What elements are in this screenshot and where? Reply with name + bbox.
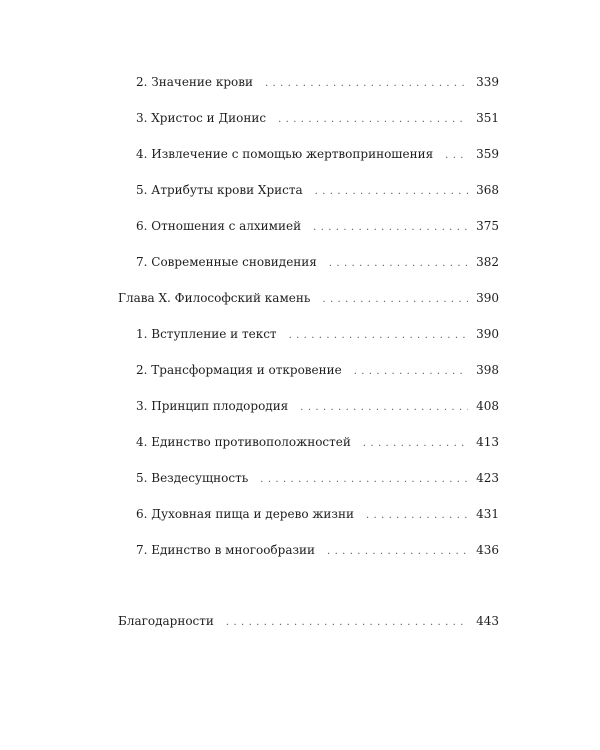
toc-entry-title: Глава X. Философский камень (118, 291, 311, 305)
toc-entry-page: 408 (476, 399, 499, 413)
toc-entry[interactable] (136, 540, 499, 560)
toc-entry[interactable] (136, 180, 499, 200)
dot-leader (278, 110, 468, 130)
toc-entry[interactable] (136, 504, 499, 524)
toc-entry[interactable] (136, 432, 499, 452)
toc-entry-title: 2. Трансформация и откровение (136, 363, 342, 377)
toc-entry-title: 3. Христос и Дионис (136, 111, 267, 125)
dot-leader (366, 506, 468, 526)
dot-leader (327, 542, 468, 562)
toc-entry[interactable] (136, 216, 499, 236)
dot-leader (265, 74, 468, 94)
toc-chapter-entry[interactable] (118, 288, 499, 308)
toc-entry-page: 339 (476, 75, 499, 89)
dot-leader (289, 326, 469, 346)
dot-leader (363, 434, 468, 454)
toc-entry-page: 413 (476, 435, 499, 449)
toc-entry-page: 443 (476, 614, 499, 628)
toc-entry[interactable] (136, 324, 499, 344)
toc-entry[interactable] (136, 468, 499, 488)
toc-entry-title: 2. Значение крови (136, 75, 253, 89)
toc-entry[interactable] (136, 360, 499, 380)
dot-leader (445, 146, 468, 166)
dot-leader (300, 398, 468, 418)
toc-entry-page: 351 (476, 111, 499, 125)
dot-leader (329, 254, 468, 274)
toc-entry-page: 375 (476, 219, 499, 233)
toc-entry-page: 423 (476, 471, 499, 485)
toc-entry[interactable] (136, 396, 499, 416)
toc-entry-page: 390 (476, 327, 499, 341)
toc-entry-page: 436 (476, 543, 499, 557)
dot-leader (354, 362, 468, 382)
dot-leader (226, 613, 468, 633)
toc-entry-page: 431 (476, 507, 499, 521)
toc-entry-title: Благодарности (118, 614, 214, 628)
toc-entry-title: 4. Извлечение с помощью жертвоприношения (136, 147, 434, 161)
toc-entry-page: 368 (476, 183, 499, 197)
toc-entry[interactable] (136, 72, 499, 92)
toc-entry-title: 5. Атрибуты крови Христа (136, 183, 303, 197)
toc-entry-page: 382 (476, 255, 499, 269)
toc-entry-title: 6. Отношения с алхимией (136, 219, 302, 233)
toc-entry-title: 4. Единство противоположностей (136, 435, 351, 449)
toc-entry-page: 398 (476, 363, 499, 377)
toc-entry-title: 7. Современные сновидения (136, 255, 317, 269)
toc-entry-title: 1. Вступление и текст (136, 327, 277, 341)
toc-entry-title: 5. Вездесущность (136, 471, 249, 485)
dot-leader (313, 218, 468, 238)
toc-entry-title: 6. Духовная пища и дерево жизни (136, 507, 354, 521)
toc-entry-page: 390 (476, 291, 499, 305)
toc-entry-title: 3. Принцип плодородия (136, 399, 289, 413)
toc-entry[interactable] (136, 252, 499, 272)
toc-entry[interactable] (136, 108, 499, 128)
dot-leader (260, 470, 468, 490)
toc-entry[interactable] (136, 144, 499, 164)
toc-entry-page: 359 (476, 147, 499, 161)
toc-backmatter-entry[interactable] (118, 611, 499, 631)
dot-leader (322, 290, 468, 310)
toc-entry-title: 7. Единство в многообразии (136, 543, 316, 557)
dot-leader (315, 182, 468, 202)
